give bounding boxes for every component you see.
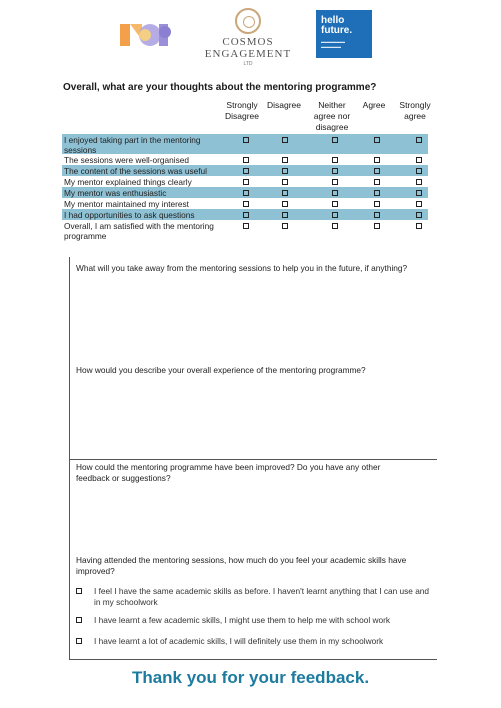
rating-statement: The content of the sessions was useful [64,166,207,176]
question-improvements: How could the mentoring programme have been improved? Do you have any other feedback or suggestions? [76,462,381,483]
column-strongly-disagree: Strongly Disagree [224,100,260,121]
rating-checkbox[interactable] [374,190,380,196]
rating-checkbox[interactable] [243,212,249,218]
divider-line [70,459,437,460]
cosmos-logo-line2: ENGAGEMENT [204,48,292,60]
question-overall-experience: How would you describe your overall experience of the mentoring programme? [76,365,366,375]
cosmos-seal-icon [235,8,261,34]
rating-row [62,187,428,198]
rating-statement: My mentor maintained my interest [64,199,189,209]
rating-checkbox[interactable] [374,212,380,218]
rating-checkbox[interactable] [243,137,249,143]
rating-checkbox[interactable] [243,157,249,163]
rating-row [62,176,428,187]
open-questions-section [69,257,437,660]
thank-you-message: Thank you for your feedback. [131,668,370,687]
rating-row [62,165,428,176]
rating-statement: My mentor was enthusiastic [64,188,167,198]
rating-row [62,220,428,242]
rating-checkbox[interactable] [416,223,422,229]
rating-checkbox[interactable] [416,137,422,143]
cosmos-logo-line3: LTD [243,61,253,67]
rating-checkbox[interactable] [374,201,380,207]
rating-checkbox[interactable] [332,179,338,185]
rating-row [62,154,428,165]
rating-checkbox[interactable] [282,190,288,196]
rating-checkbox[interactable] [282,201,288,207]
rating-checkbox[interactable] [416,168,422,174]
rating-checkbox[interactable] [332,212,338,218]
rating-checkbox[interactable] [243,190,249,196]
rating-statement: Overall, I am satisfied with the mentoring programme [64,221,214,241]
hello-future-logo [316,10,372,58]
rating-question: Overall, what are your thoughts about the mentoring programme? [63,82,377,93]
rating-checkbox[interactable] [374,168,380,174]
skill-option-2-label: I have learnt a few academic skills, I might use them to help me with school work [94,615,391,625]
rating-row [62,209,428,220]
rating-checkbox[interactable] [332,190,338,196]
rating-checkbox[interactable] [332,168,338,174]
cosmos-logo-line1: COSMOS [222,36,274,48]
cosmos-engagement-logo [200,8,296,72]
skill-option-1-label: I feel I have the same academic skills as before. I haven't learnt anything that I can use and in my schoolwork [94,586,430,607]
rating-row [62,134,428,154]
skill-option-2-checkbox[interactable] [76,617,82,623]
rating-table [62,134,428,242]
skill-option-3-label: I have learnt a lot of academic skills, I will definitely use them in my schoolwork [94,636,384,646]
skill-option-1-checkbox[interactable] [76,588,82,594]
rating-checkbox[interactable] [282,223,288,229]
rating-checkbox[interactable] [282,212,288,218]
rating-checkbox[interactable] [374,137,380,143]
column-disagree: Disagree [266,100,302,110]
rating-checkbox[interactable] [416,179,422,185]
rating-checkbox[interactable] [374,157,380,163]
skill-option-3-checkbox[interactable] [76,638,82,644]
rating-row [62,198,428,209]
rating-checkbox[interactable] [332,157,338,163]
rating-statement: I had opportunities to ask questions [64,210,195,220]
rating-statement: The sessions were well-organised [64,155,189,165]
rating-checkbox[interactable] [332,201,338,207]
bottom-divider-line [70,659,437,660]
rating-checkbox[interactable] [282,168,288,174]
rating-checkbox[interactable] [332,137,338,143]
rating-checkbox[interactable] [282,179,288,185]
rating-checkbox[interactable] [416,190,422,196]
rating-statement: I enjoyed taking part in the mentoring sessions [64,135,201,155]
rating-checkbox[interactable] [282,137,288,143]
rating-checkbox[interactable] [416,157,422,163]
rating-checkbox[interactable] [282,157,288,163]
question-take-away: What will you take away from the mentoring sessions to help you in the future, if anything? [76,263,408,273]
ncp-logo [120,20,172,52]
rating-checkbox[interactable] [243,168,249,174]
rating-checkbox[interactable] [416,201,422,207]
rating-checkbox[interactable] [374,179,380,185]
rating-checkbox[interactable] [332,223,338,229]
rating-statement: My mentor explained things clearly [64,177,192,187]
rating-checkbox[interactable] [416,212,422,218]
rating-checkbox[interactable] [243,223,249,229]
rating-checkbox[interactable] [243,201,249,207]
hello-future-name: hello future. [321,15,353,36]
hello-future-tagline-mark: ▬▬▬▬▬▬ ▬▬▬▬▬ [321,39,345,49]
column-agree: Agree [362,100,386,110]
column-strongly-agree: Strongly agree [399,100,431,121]
question-academic-skills: Having attended the mentoring sessions, how much do you feel your academic skills have improved? [76,555,407,576]
rating-checkbox[interactable] [374,223,380,229]
rating-checkbox[interactable] [243,179,249,185]
column-neutral: Neither agree nor disagree [313,100,351,132]
